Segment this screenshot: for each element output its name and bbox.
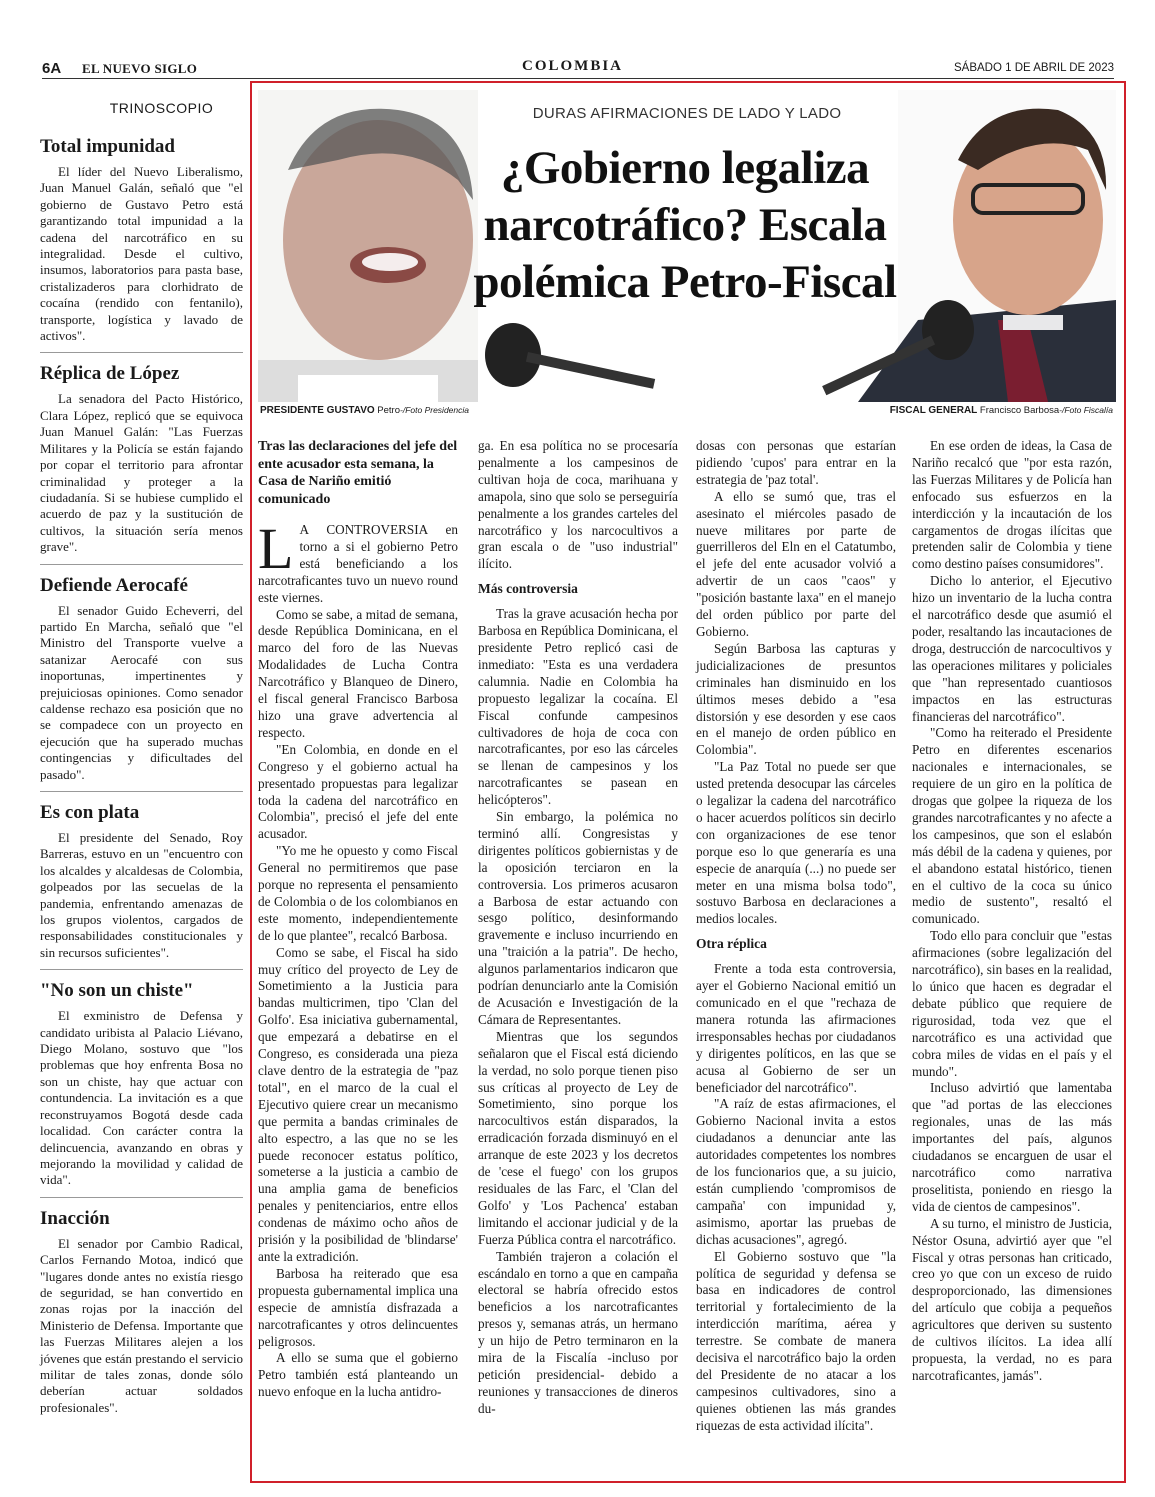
sidebar-title: TRINOSCOPIO	[109, 100, 214, 116]
article-column-2	[478, 438, 678, 1418]
article-paragraph: ga. En esa política no se procesaría penalmente a los campesinos de cultivan hoja de coca, marihuana y amapola, sino que solo se perseguiría penalmente a los grandes carteles del narcotráfico y los narcocultivos a gran escala o de "uso industrial" ilícito.	[478, 438, 678, 572]
sidebar-separator	[40, 564, 243, 565]
sidebar-separator	[40, 1197, 243, 1198]
article-headline: ¿Gobierno legaliza narcotráfico? Escala polémica Petro-Fiscal	[473, 142, 897, 308]
caption-right-text: Francisco Barbosa	[977, 405, 1060, 416]
article-paragraph: También trajeron a colación el escándalo en torno a que en campaña electoral se habría ofrecido estos beneficios a los narcotraficantes presos y, semanas atrás, un hermano y un hijo de Petro terminaron en la mira de la Fiscalía -incluso por petición presidencial- debido a reuniones y transacciones de dineros du-	[478, 1248, 678, 1416]
article-column-4	[912, 438, 1112, 1385]
caption-right-credit: -/Foto Fiscalía	[1059, 405, 1113, 415]
caption-left-credit: -/Foto Presidencia	[400, 405, 469, 415]
issue-date: SÁBADO 1 DE ABRIL DE 2023	[953, 62, 1114, 74]
column-2-text-a	[478, 438, 678, 573]
subhead-mas-controversia: Más controversia	[478, 581, 578, 597]
article-paragraph: A ello se sumó que, tras el asesinato el miércoles pasado de nueve militares por parte de guerrilleros del Eln en el Catatumbo, el jefe del ente acusador volvió a advertir de un caos "caos" y "posición bastante laxa" en el manejo del orden público por parte del Gobierno.	[696, 488, 896, 639]
sidebar-item-heading: Inacción	[40, 1207, 110, 1229]
sidebar-item-body: El líder del Nuevo Liberalismo, Juan Manuel Galán, señaló que "el gobierno de Gustavo Petro está garantizando total impunidad a la cadena del narcotráfico en su integralidad. Desde el cultivo, insumos, laboratorios para pasta base, cristalizaderos para clorhidrato de cocaína (rendido con fentanilo), transporte, logística y lavado de activos".	[40, 164, 243, 344]
article-paragraph: Todo ello para concluir que "estas afirmaciones (sobre legalización del narcotráfico), sin bases en la realidad, lo único que hacen es degradar el debate público que requiere de rigurosidad, toda vez que el narcotráfico es una actividad que cobra miles de vidas en el país y el mundo".	[912, 928, 1112, 1079]
article-column-1	[258, 438, 458, 1401]
left-microphone	[485, 323, 655, 389]
column-4-text	[912, 438, 1112, 1385]
column-3-text-b	[696, 961, 896, 1434]
article-paragraph: El Gobierno sostuvo que "la política de seguridad y defensa se basa en indicadores de control territorial y fortalecimiento de la interdicción marítima, aérea y terrestre. Se combate de manera decisiva el narcotráfico bajo la orden del Presidente de no atacar a los campesinos cultivadores, sino a quienes obtienen las más grandes riquezas de esta actividad ilícita".	[696, 1248, 896, 1433]
article-paragraph: Como se sabe, a mitad de semana, desde República Dominicana, en el marco del foro de las Nuevas Modalidades de Lucha Contra Narcotráfico y Blanqueo de Dinero, el fiscal general Francisco Barbosa hizo una grave advertencia al respecto.	[258, 606, 458, 740]
article-paragraph: Barbosa ha reiterado que esa propuesta gubernamental implica una especie de amnistía disfrazada a narcotraficantes y otros delincuentes peligrosos.	[258, 1265, 458, 1349]
caption-right-bold: FISCAL GENERAL	[889, 405, 978, 416]
article-paragraph: "Como ha reiterado el Presidente Petro en diferentes escenarios nacionales e internacionales, se requiere de un giro en la política de drogas que golpee la riqueza de los grandes narcotraficantes y no afecte a los campesinos, que son el eslabón más débil de la cadena y quienes, por el abandono estatal histórico, tienen en el cultivo de la coca su único medio de sustento", resaltó el comunicado.	[912, 725, 1112, 927]
drop-cap: L	[258, 516, 294, 581]
article-paragraph: Frente a toda esta controversia, ayer el Gobierno Nacional emitió un comunicado en el que "rechaza de manera rotunda las afirmaciones irresponsables hechas por ciudadanos y dirigentes políticos, en las que se acusa al Gobierno de ser un beneficiador del narcotráfico".	[696, 961, 896, 1095]
column-3-text-a	[696, 438, 896, 928]
sidebar-separator	[40, 352, 243, 353]
article-paragraph: Mientras que los segundos señalaron que el Fiscal está diciendo la verdad, no solo porque tienen piso sus críticas al proyecto de Ley de Sometimiento, sino porque los narcocultivos están disparados, la erradicación forzada disminuyó en el arranque de este 2023 y los decretos de 'cese el fuego' con los grupos residuales de las Farc, el 'Clan del Golfo' y 'Los Pachenca' estaban limitando el accionar judicial y de la Fuerza Pública contra el narcotráfico.	[478, 1028, 678, 1247]
sidebar-item-heading: Defiende Aerocafé	[40, 574, 188, 596]
column-2-text-b	[478, 606, 678, 1418]
sidebar-separator	[40, 969, 243, 970]
photo-caption-left	[260, 405, 469, 416]
article-paragraph: Según Barbosa las capturas y judicializaciones de presuntos criminales han disminuido en los últimos meses debido a "esa distorsión y ese desorden y ese caos en el manejo de orden público en Colombia".	[696, 640, 896, 758]
article-kicker: DURAS AFIRMACIONES DE LADO Y LADO	[532, 105, 842, 122]
article-paragraph: "En Colombia, en donde en el Congreso y el gobierno actual ha presentado propuestas para legalizar toda la cadena del narcotráfico en Colombia", precisó el jefe del ente acusador.	[258, 741, 458, 842]
header-rule	[42, 78, 1114, 79]
article-paragraph: Sin embargo, la polémica no terminó allí. Congresistas y dirigentes políticos gobiernistas y de la oposición terciaron en la controversia. Los primeros acusaron a Barbosa de estar actuando con sesgo político, desinformando gravemente e incluso incurriendo en una "traición a la patria". De hecho, algunos parlamentarios indicaron que podrían denunciarlo ante la Comisión de Acusación e Investigación de la Cámara de Representantes.	[478, 809, 678, 1027]
caption-left-bold: PRESIDENTE GUSTAVO	[260, 405, 375, 416]
sidebar-items	[40, 136, 243, 1416]
sidebar-item-body: El presidente del Senado, Roy Barreras, estuvo en un "encuentro con los alcaldes y alcaldesas de Colombia, golpeados por las secuelas de la pandemia, enfrentando amenazas de los grupos violentos, cargados de responsabilidades constitucionales y sin recursos suficientes".	[40, 830, 243, 960]
article-paragraph: "A raíz de estas afirmaciones, el Gobierno Nacional invita a estos ciudadanos a denunciar ante las autoridades competentes los nombres de los funcionarios que, a su juicio, están cumpliendo 'compromisos de campaña' con impunidad y, asimismo, aportar las pruebas de dichas acusaciones", agregó.	[696, 1096, 896, 1247]
sidebar-item-heading: Total impunidad	[40, 136, 176, 157]
article-paragraph: "Yo me he opuesto y como Fiscal General no permitiremos que pase porque no representa el pensamiento de Colombia o de los colombianos en este momento, independientemente de lo que plantee", recalcó Barbosa.	[258, 843, 458, 943]
article-column-3	[696, 438, 896, 1435]
article-paragraph: A su turno, el ministro de Justicia, Néstor Osuna, advirtió ayer que "el Fiscal y otras personas han criticado, creo yo que con un exceso de ruido desproporcionado, las dimensiones del artículo que cobija a pequeños agricultores que deriven su sustento de cultivos ilícitos. La idea allí propuesta, la verdad, no es para narcotraficantes, jamás".	[912, 1215, 1112, 1383]
photo-caption-right	[890, 405, 1113, 416]
article-deck: Tras las declaraciones del jefe del ente acusador esta semana, la Casa de Nariño emitió comunicado	[258, 439, 458, 507]
column-1-text	[258, 516, 458, 1401]
article-paragraph: Tras la grave acusación hecha por Barbosa en República Dominicana, el presidente Petro replicó casi de inmediato: "Esta es una verdadera calumnia. Nadie en Colombia ha propuesto legalizar la cocaína. El Fiscal confunde campesinos cultivadores de hoja de coca con narcotraficantes, por eso las cárceles se llenan de campesinos y los narcotraficantes se pasean en helicópteros".	[478, 606, 678, 808]
article-paragraph: "La Paz Total no puede ser que usted pretenda desocupar las cárceles o legalizar la cadena del narcotráfico o hacer acuerdos políticos sin decirlo con organizaciones de ese tenor porque eso lo que generaría es una especie de anarquía (...) no puede ser meter en una misma bolsa todo", sostuvo Barbosa en declaraciones a medios locales.	[696, 759, 896, 927]
caption-left-text: Petro	[374, 405, 401, 416]
sidebar-item-body: El senador por Cambio Radical, Carlos Fernando Motoa, indicó que "lugares donde antes no existía riesgo de seguridad, se han convertido en zonas rojas por la inacción del Ministerio de Defensa. Importante que las Fuerzas Militares alejen a los jóvenes que están prestando el servicio militar de tales zonas, donde sólo deberían actuar soldados profesionales".	[40, 1235, 243, 1415]
section-title: COLOMBIA	[522, 58, 624, 74]
newspaper-name: EL NUEVO SIGLO	[82, 61, 198, 76]
page-header	[42, 58, 1114, 80]
sidebar-item-heading: "No son un chiste"	[40, 980, 194, 1002]
article-paragraph: A ello se suma que el gobierno Petro también está planteando un nuevo enfoque en la lucha antidro-	[258, 1350, 458, 1400]
sidebar-item-body: La senadora del Pacto Histórico, Clara López, replicó que se equivoca Juan Manuel Galán: "Las Fuerzas Militares y la Policía se están fajando por copar el territorio para afrontar criminalidad y proteger a la ciudadanía. Si se hubiese cumplido el acuerdo de paz y la sustitución de cultivos, la situación sería menos grave".	[40, 391, 243, 555]
article-paragraph: En ese orden de ideas, la Casa de Nariño recalcó que "por esta razón, las Fuerzas Militares y de Policía han enfocado sus esfuerzos en la interdicción y la incautación de los cargamentos de drogas ilícitas que pretenden salir de Colombia y tiene como destino países consumidores".	[912, 438, 1112, 572]
trinoscopio-sidebar	[40, 100, 243, 1416]
sidebar-item-body: El senador Guido Echeverri, del partido En Marcha, señaló que "el Ministro del Transporte vuelve a satanizar Aerocafé con sus inoportunas, impertinentes y prejuiciosas opiniones. Como senador caldense rechazo esa posición que no se compadece con un proyecto en ejecución que ha superado muchas contingencias y dificultades del pasado".	[40, 602, 243, 782]
article-paragraph: Como se sabe, el Fiscal ha sido muy crítico del proyecto de Ley de Sometimiento a la Justicia para bandas multicrimen, tipo 'Clan del Golfo'. Esa iniciativa gubernamental, que empezará a debatirse en el Congreso, es considerada una pieza clave dentro de la estrategia de "paz total", en el marco de la cual el Ejecutivo quiere crear un mecanismo que permita a bandas criminales de alto espectro, a las que no se les puede reconocer estatus político, someterse a la justicia a cambio de una amplia gama de beneficios penales y penitenciarios, entre ellos condenas de máximo ocho años de prisión y la posibilidad de 'blindarse' ante la extradición.	[258, 944, 458, 1264]
sidebar-separator	[40, 791, 243, 792]
article-paragraph: A CONTROVERSIA en torno a si el gobierno Petro está beneficiando a los narcotraficantes tuvo un nuevo round este viernes.	[258, 522, 458, 605]
article-paragraph: Dicho lo anterior, el Ejecutivo hizo un inventario de la lucha contra el narcotráfico desde que asumió el poder, resaltando las incautaciones de droga, destrucción de narcocultivos y las operaciones militares y policiales que "han representado cuantiosos impactos en las estructuras financieras del narcotráfico".	[912, 573, 1112, 724]
sidebar-item-body: El exministro de Defensa y candidato uribista al Palacio Liévano, Diego Molano, sostuvo que "los problemas que hoy enfrenta Bosa no son un chiste, hay que actuar con contundencia. La invitación es a que reconstruyamos Bogotá desde cada localidad. Con carácter contra la delincuencia, avanzando en obras y mejorando la movilidad y calidad de vida".	[40, 1008, 243, 1188]
subhead-otra-replica: Otra réplica	[696, 936, 767, 952]
article-paragraph: dosas con personas que estarían pidiendo 'cupos' para entrar en la estrategia de 'paz total'.	[696, 438, 896, 487]
sidebar-item-heading: Réplica de López	[40, 363, 180, 385]
article-paragraph: Incluso advirtió que lamentaba que "ad portas de las elecciones regionales, unas de las más importantes del país, algunos ciudadanos se encarguen de usar el narcotráfico como narrativa proselitista, poniendo en riesgo la vida de cientos de campesinos".	[912, 1080, 1112, 1214]
page-number: 6A	[42, 60, 62, 77]
sidebar-item-heading: Es con plata	[40, 802, 140, 823]
